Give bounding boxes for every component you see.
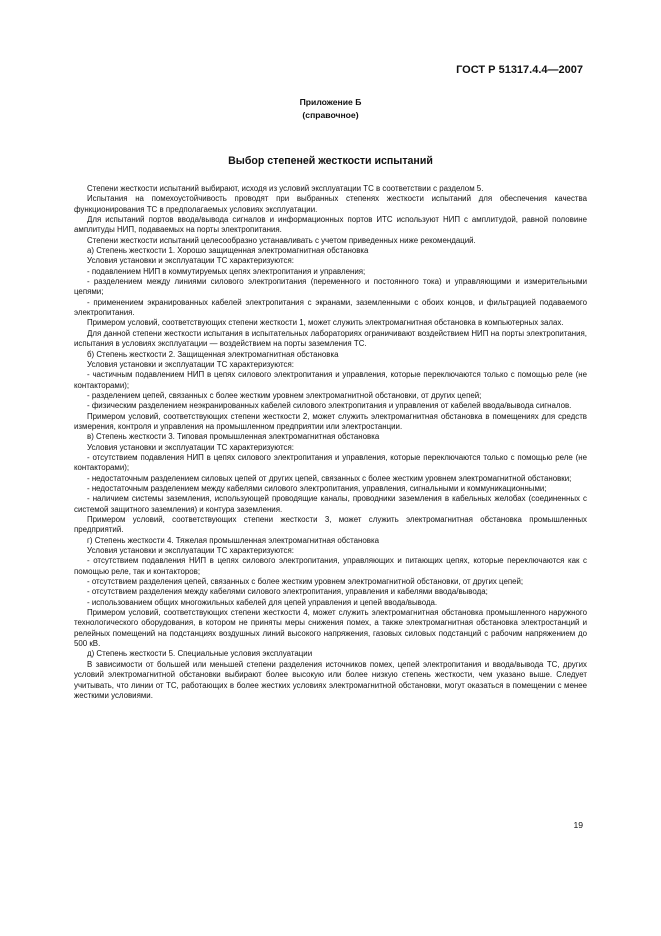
paragraph: Испытания на помехоустойчивость проводят при выбранных степенях жесткости испытаний для обеспечения качества функционирования ТС в предполагаемых условиях эксплуатации. <box>74 194 587 214</box>
paragraph: Примером условий, соответствующих степени жесткости 1, может служить электромагнитная обстановка в компьютерных залах. <box>87 318 564 328</box>
appendix-heading <box>0 96 661 121</box>
paragraph: - отсутствием подавления НИП в цепях силового электропитания и управления, которые переключаются только с помощью реле (не контакторами); <box>74 452 587 473</box>
paragraph: - частичным подавлением НИП в цепях силового электропитания и управления, которые переключаются только с помощью реле (не контакторами); <box>74 370 587 390</box>
paragraph: - применением экранированных кабелей электропитания с экранами, заземленными с обоих концов, и фильтрацией подаваемого электропитания. <box>74 297 587 318</box>
paragraph: - подавлением НИП в коммутируемых цепях электропитания и управления; <box>87 266 366 276</box>
paragraph: - отсутствием разделения цепей, связанных с более жестким уровнем электромагнитной обстановки, от других цепей; <box>87 577 524 587</box>
paragraph: - использованием общих многожильных кабелей для цепей управления и цепей ввода/вывода. <box>87 597 438 607</box>
paragraph: Условия установки и эксплуатации ТС характеризуются: <box>87 442 294 452</box>
body-text <box>74 184 587 701</box>
paragraph: - разделением цепей, связанных с более жестким уровнем электромагнитной обстановки, от других цепей; <box>87 390 482 400</box>
page-number: 19 <box>573 820 583 830</box>
paragraph: В зависимости от большей или меньшей степени разделения источников помех, цепей электропитания и ввода/вывода ТС, других условий электромагнитной обстановки выбирают более высокую или более низкую степень жесткости, чем указано выше. Следует учитывать, что линии от ТС, работающих в более жестких условиях электромагнитной обстановки, могут оказаться в помещении с менее жесткими условиями. <box>74 659 587 700</box>
paragraph: Примером условий, соответствующих степени жесткости 2, может служить электромагнитная обстановка в помещениях для средств измерения, контроля и управления на промышленном предприятии или электростанции. <box>74 411 587 431</box>
paragraph: Условия установки и эксплуатации ТС характеризуются: <box>87 256 294 266</box>
paragraph: Степени жесткости испытаний выбирают, исходя из условий эксплуатации ТС в соответствии с разделом 5. <box>87 184 484 193</box>
paragraph: Для испытаний портов ввода/вывода сигналов и информационных портов ИТС используют НИП с амплитудой, равной половине амплитуды НИП, подаваемых на порты электропитания. <box>74 215 587 235</box>
document-code: ГОСТ Р 51317.4.4—2007 <box>456 64 583 76</box>
paragraph: Условия установки и эксплуатации ТС характеризуются: <box>87 546 294 556</box>
paragraph: - недостаточным разделением между кабелями силового электропитания, управления, сигнальными и коммуникационными; <box>87 483 547 493</box>
paragraph: - физическим разделением неэкранированных кабелей силового электропитания и управления от кабелей ввода/вывода сигналов. <box>87 401 572 411</box>
paragraph: а) Степень жесткости 1. Хорошо защищенная электромагнитная обстановка <box>87 246 369 256</box>
section-title: Выбор степеней жесткости испытаний <box>228 155 433 167</box>
appendix-label: Приложение Б <box>299 97 362 107</box>
paragraph: - разделением между линиями силового электропитания (переменного и постоянного тока) и управляющими и измерительными цепями; <box>74 277 587 297</box>
paragraph: Для данной степени жесткости испытания в испытательных лабораториях ограничивают воздействием НИП на порты электропитания, испытания в условиях эксплуатации — воздействием на порты заземления ТС. <box>74 328 587 349</box>
appendix-kind: (справочное) <box>302 109 359 120</box>
paragraph: б) Степень жесткости 2. Защищенная электромагнитная обстановка <box>87 349 339 359</box>
paragraph: д) Степень жесткости 5. Специальные условия эксплуатации <box>87 649 313 659</box>
paragraph: - наличием системы заземления, использующей проводящие каналы, проводники заземления в кабельных желобах (соединенных с системой защитного заземления) и контура заземления. <box>74 494 587 514</box>
paragraph: г) Степень жесткости 4. Тяжелая промышленная электромагнитная обстановка <box>87 535 379 545</box>
paragraph: Степени жесткости испытаний целесообразно устанавливать с учетом приведенных ниже рекомендаций. <box>87 235 476 245</box>
paragraph: - отсутствием подавления НИП в цепях силового электропитания, управляющих и питающих цепях, которые переключаются как с помощью реле, так и контакторов; <box>74 556 587 576</box>
paragraph: Условия установки и эксплуатации ТС характеризуются: <box>87 359 294 369</box>
paragraph: - отсутствием разделения между кабелями силового электропитания, управления и кабелями ввода/вывода; <box>87 587 488 597</box>
paragraph: в) Степень жесткости 3. Типовая промышленная электромагнитная обстановка <box>87 432 380 442</box>
paragraph: Примером условий, соответствующих степени жесткости 4, может служить электромагнитная обстановка промышленного наружного технологического оборудования, в котором не приняты меры снижения помех, а также электромагнитная обстановка электростанций и релейных помещений на подстанциях воздушных линий высокого напряжения, газовых силовых подстанций с рабочим напряжением до 500 кВ. <box>74 608 587 649</box>
paragraph: - недостаточным разделением силовых цепей от других цепей, связанных с более жестким уровнем электромагнитной обстановки; <box>87 473 572 483</box>
paragraph: Примером условий, соответствующих степени жесткости 3, может служить электромагнитная обстановка промышленных предприятий. <box>74 515 587 535</box>
